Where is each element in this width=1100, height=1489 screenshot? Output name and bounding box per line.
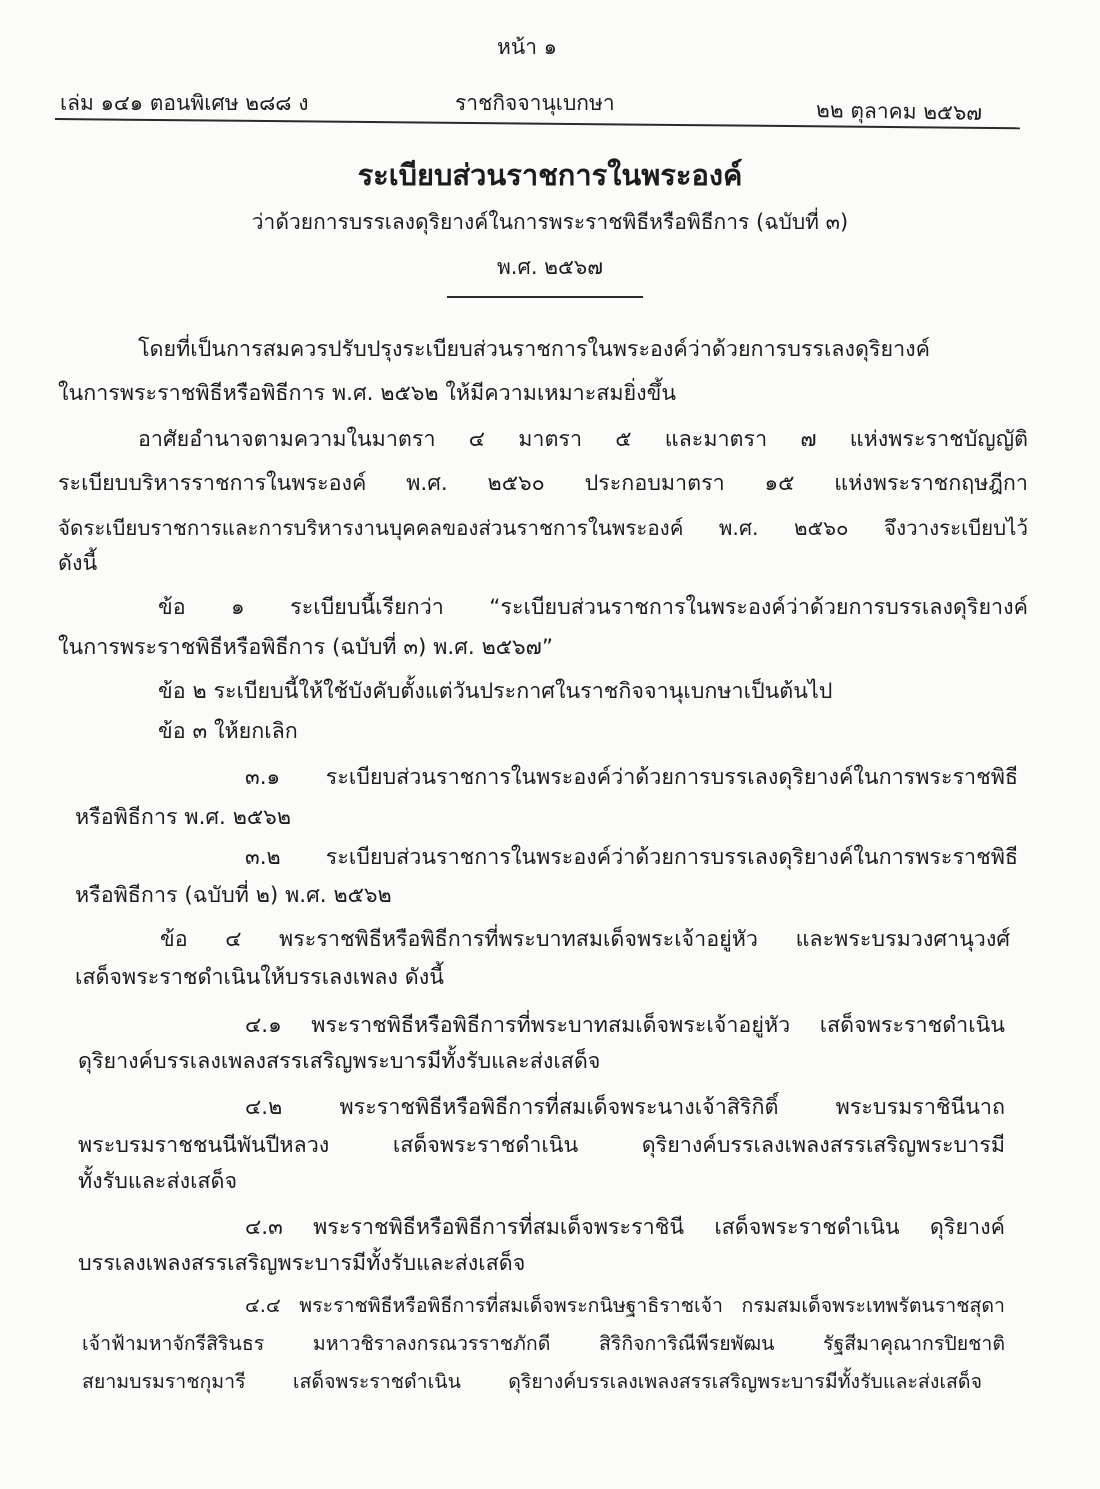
- clause-3-2-line: หรือพิธีการ (ฉบับที่ ๒) พ.ศ. ๒๕๖๒: [75, 883, 392, 908]
- body-line: โดยที่เป็นการสมควรปรับปรุงระเบียบส่วนราชการในพระองค์ว่าด้วยการบรรเลงดุริยางค์: [138, 337, 931, 362]
- clause-4-3-line: ๔.๓ พระราชพิธีหรือพิธีการที่สมเด็จพระราชินี เสด็จพระราชดำเนิน ดุริยางค์: [245, 1215, 1005, 1240]
- body-line: ในการพระราชพิธีหรือพิธีการ พ.ศ. ๒๕๖๒ ให้มีความเหมาะสมยิ่งขึ้น: [58, 381, 677, 406]
- body-line: จัดระเบียบราชการและการบริหารงานบุคคลของส่วนราชการในพระองค์ พ.ศ. ๒๕๖๐ จึงวางระเบียบไว้: [58, 516, 1028, 540]
- clause-4-1-line: ๔.๑ พระราชพิธีหรือพิธีการที่พระบาทสมเด็จพระเจ้าอยู่หัว เสด็จพระราชดำเนิน: [245, 1013, 1005, 1038]
- clause-4-4-line: สยามบรมราชกุมารี เสด็จพระราชดำเนิน ดุริยางค์บรรเลงเพลงสรรเสริญพระบารมีทั้งรับและส่งเสด็จ: [82, 1370, 982, 1393]
- clause-1-line: ข้อ ๑ ระเบียบนี้เรียกว่า “ระเบียบส่วนราชการในพระองค์ว่าด้วยการบรรเลงดุริยางค์: [158, 595, 1028, 620]
- clause-4-4-line: เจ้าฟ้ามหาจักรีสิรินธร มหาวชิราลงกรณวรราชภักดี สิริกิจการิณีพีรยพัฒน รัฐสีมาคุณากรปิยชาติ: [82, 1332, 1005, 1355]
- body-line: อาศัยอำนาจตามความในมาตรา ๔ มาตรา ๕ และมาตรา ๗ แห่งพระราชบัญญัติ: [138, 427, 1028, 452]
- clause-3-2-line: ๓.๒ ระเบียบส่วนราชการในพระองค์ว่าด้วยการบรรเลงดุริยางค์ในการพระราชพิธี: [245, 845, 1018, 870]
- clause-4-2-line: ๔.๒ พระราชพิธีหรือพิธีการที่สมเด็จพระนางเจ้าสิริกิติ์ พระบรมราชินีนาถ: [245, 1095, 1005, 1120]
- clause-4-2-line: พระบรมราชชนนีพันปีหลวง เสด็จพระราชดำเนิน ดุริยางค์บรรเลงเพลงสรรเสริญพระบารมี: [78, 1133, 1005, 1158]
- clause-4-1-line: ดุริยางค์บรรเลงเพลงสรรเสริญพระบารมีทั้งรับและส่งเสด็จ: [78, 1049, 601, 1074]
- clause-4-4-line: ๔.๔ พระราชพิธีหรือพิธีการที่สมเด็จพระกนิษฐาธิราชเจ้า กรมสมเด็จพระเทพรัตนราชสุดา: [245, 1294, 1005, 1317]
- page-number: หน้า ๑: [497, 35, 557, 59]
- clause-4-3-line: บรรเลงเพลงสรรเสริญพระบารมีทั้งรับและส่งเสด็จ: [78, 1251, 526, 1276]
- document-year: พ.ศ. ๒๕๖๗: [496, 255, 604, 279]
- clause-3-1-line: หรือพิธีการ พ.ศ. ๒๕๖๒: [75, 805, 291, 830]
- volume-info: เล่ม ๑๔๑ ตอนพิเศษ ๒๘๘ ง: [60, 91, 309, 115]
- clause-4-line: ข้อ ๔ พระราชพิธีหรือพิธีการที่พระบาทสมเด็จพระเจ้าอยู่หัว และพระบรมวงศานุวงศ์: [160, 927, 1010, 952]
- clause-2: ข้อ ๒ ระเบียบนี้ให้ใช้บังคับตั้งแต่วันประกาศในราชกิจจานุเบกษาเป็นต้นไป: [158, 679, 833, 704]
- clause-4-line: เสด็จพระราชดำเนินให้บรรเลงเพลง ดังนี้: [75, 965, 444, 990]
- body-line: ระเบียบบริหารราชการในพระองค์ พ.ศ. ๒๕๖๐ ประกอบมาตรา ๑๕ แห่งพระราชกฤษฎีกา: [58, 471, 1028, 496]
- document-subtitle: ว่าด้วยการบรรเลงดุริยางค์ในการพระราชพิธีหรือพิธีการ (ฉบับที่ ๓): [251, 210, 849, 234]
- document-title: ระเบียบส่วนราชการในพระองค์: [357, 158, 743, 192]
- clause-1-line: ในการพระราชพิธีหรือพิธีการ (ฉบับที่ ๓) พ.ศ. ๒๕๖๗”: [58, 635, 553, 660]
- clause-3: ข้อ ๓ ให้ยกเลิก: [158, 719, 298, 744]
- gazette-name: ราชกิจจานุเบกษา: [455, 91, 615, 115]
- title-divider: [447, 296, 643, 298]
- clause-3-1-line: ๓.๑ ระเบียบส่วนราชการในพระองค์ว่าด้วยการบรรเลงดุริยางค์ในการพระราชพิธี: [245, 765, 1018, 790]
- body-line: ดังนี้: [58, 551, 98, 576]
- clause-4-2-line: ทั้งรับและส่งเสด็จ: [78, 1169, 238, 1194]
- publish-date: ๒๒ ตุลาคม ๒๕๖๗: [815, 98, 983, 125]
